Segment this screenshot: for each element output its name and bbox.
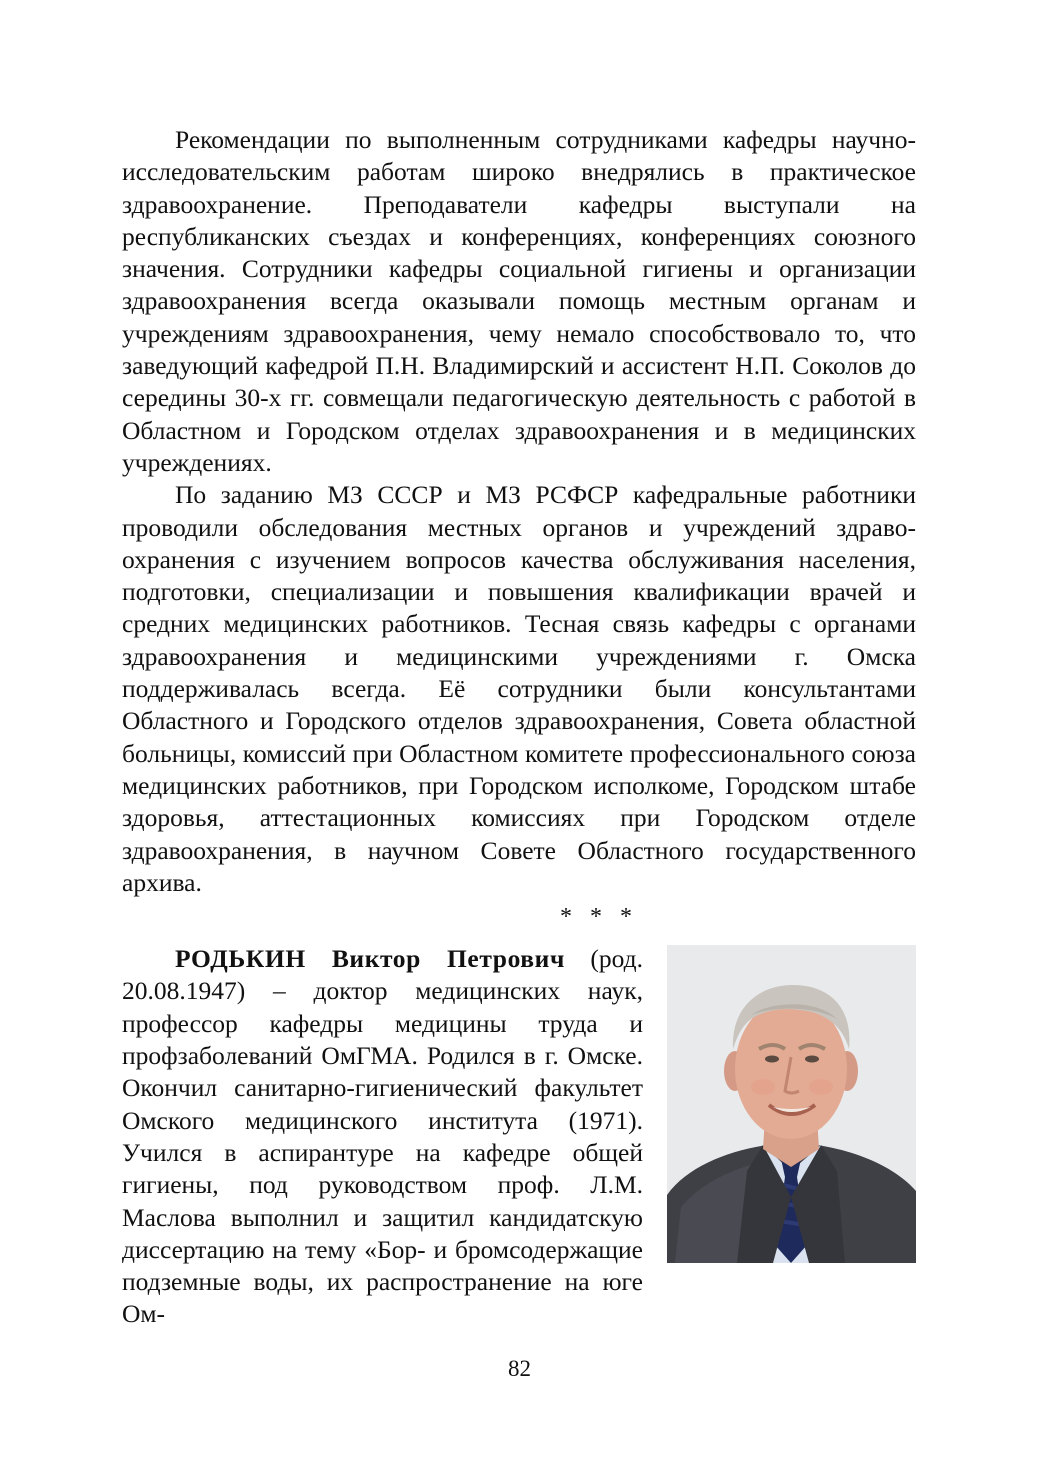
person-name: РОДЬКИН Виктор Петрович — [175, 944, 565, 974]
portrait-illustration — [667, 945, 916, 1263]
section-separator: * * * — [560, 904, 638, 931]
page-content — [122, 124, 916, 1331]
biography-section — [122, 943, 916, 1331]
paragraph-recommendations: Рекомендации по выполненным сотрудниками кафедры научно-исследовательским работам широко внедрялись в практическое здравоохранение. Преподаватели кафедры выступали на республиканских съездах и конференциях, конференциях союзного значения. Сотрудники кафедры социальной гигиены и организации здравоохранения всегда оказывали помощь местным органам и учреждениям здравоохранения, чему немало способствовало то, что заведующий кафедрой П.Н. Владимирский и ассистент Н.П. Соколов до середины 30-х гг. совмещали педагогическую деятельность с работой в Областном и Городском отделах здравоохранения и в медицинских учреждениях. — [122, 125, 916, 477]
portrait-photo — [667, 945, 916, 1263]
paragraph-surveys: По заданию МЗ СССР и МЗ РСФСР кафедральные работники проводили обследования местных органов и учреждений здравоохранения с изучением вопросов качества обслуживания населения, подготовки, специализации и повышения квалификации врачей и средних медицинских работников. Тесная связь кафедры с органами здравоохранения и медицинскими учреждениями г. Омска поддерживалась всегда. Её сотрудники были консультантами Областного и Городского отделов здравоохранения, Совета областной больницы, комиссий при Областном комитете профессионального союза медицинских работников, при Городском исполкоме, Городском штабе здоровья, аттестационных комиссиях при Городском отделе здравоохранения, в научном Совете Областного государственного архива. — [122, 480, 916, 897]
biography-body: (род. 20.08.1947) – доктор медицинских наук, профессор кафедры медицины труда и профзаболеваний ОмГМА. Родился в г. Омске. Окончил санитарно-гигиенический факультет Омского медицинского института (1971). Учился в аспирантуре на кафедре общей гигиены, под руководством проф. Л.М. Маслова выполнил и защитил кандидатскую диссертацию на тему «Бор- и бромсодержащие подземные воды, их распространение на юге Ом- — [122, 944, 644, 1329]
page-number: 82 — [508, 1356, 531, 1381]
